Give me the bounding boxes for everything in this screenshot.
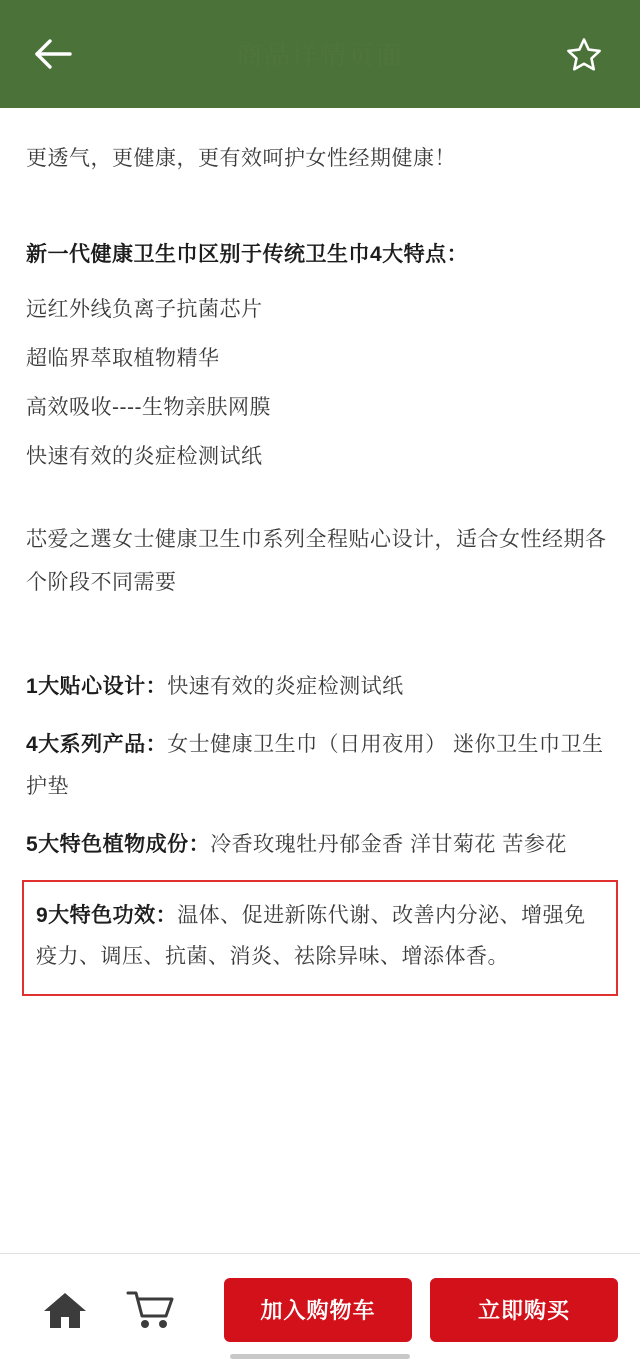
home-indicator [230,1354,410,1359]
spec-value: 女士健康卫生巾（日用夜用） 迷你卫生巾卫生护垫 [26,732,604,798]
spec-label: 4大系列产品： [26,732,168,756]
spacer [26,484,614,518]
description-paragraph: 芯爱之選女士健康卫生巾系列全程贴心设计，适合女性经期各个阶段不同需要 [26,527,607,594]
back-arrow-icon[interactable] [28,28,80,80]
feature-item: 高效吸收----生物亲肤网膜 [26,395,271,419]
features-heading: 新一代健康卫生巾区别于传统卫生巾4大特点： [26,243,469,267]
feature-item: 远红外线负离子抗菌芯片 [26,297,263,321]
spacer [26,708,614,724]
spec-row-design [26,666,614,708]
spec-value: 温体、促进新陈代谢、改善内分泌、增强免疫力、调压、抗菌、消炎、祛除异味、增添体香。 [36,903,586,968]
spacer [26,272,614,288]
feature-item: 快速有效的炎症检测试纸 [26,444,263,468]
spec-label: 9大特色功效： [36,903,178,927]
product-description-content [0,108,640,1253]
spacer [26,182,614,238]
spec-row-effects [36,896,602,978]
feature-item: 超临界萃取植物精华 [26,346,220,370]
spec-value: 冷香玫瑰牡丹郁金香 洋甘菊花 苦参花 [210,832,567,856]
intro-paragraph: 更透气，更健康，更有效呵护女性经期健康！ [26,147,456,170]
spec-value: 快速有效的炎症检测试纸 [167,674,404,698]
spec-row-ingredients [26,824,614,866]
buy-now-button[interactable]: 立即购买 [430,1278,618,1342]
spacer [26,610,614,666]
favorite-star-icon[interactable] [558,28,610,80]
bottom-action-bar [0,1253,640,1365]
action-buttons-group [194,1278,618,1342]
spacer [26,808,614,824]
highlighted-effects-box [22,880,618,996]
background-watermark-text: 商品详情页面 [235,40,404,71]
top-app-bar [0,0,640,108]
shopping-cart-icon[interactable] [108,1267,194,1353]
home-icon[interactable] [22,1267,108,1353]
spec-label: 5大特色植物成份： [26,832,211,856]
spec-label: 1大贴心设计： [26,674,168,698]
spec-row-series [26,724,614,808]
add-to-cart-button[interactable]: 加入购物车 [224,1278,412,1342]
